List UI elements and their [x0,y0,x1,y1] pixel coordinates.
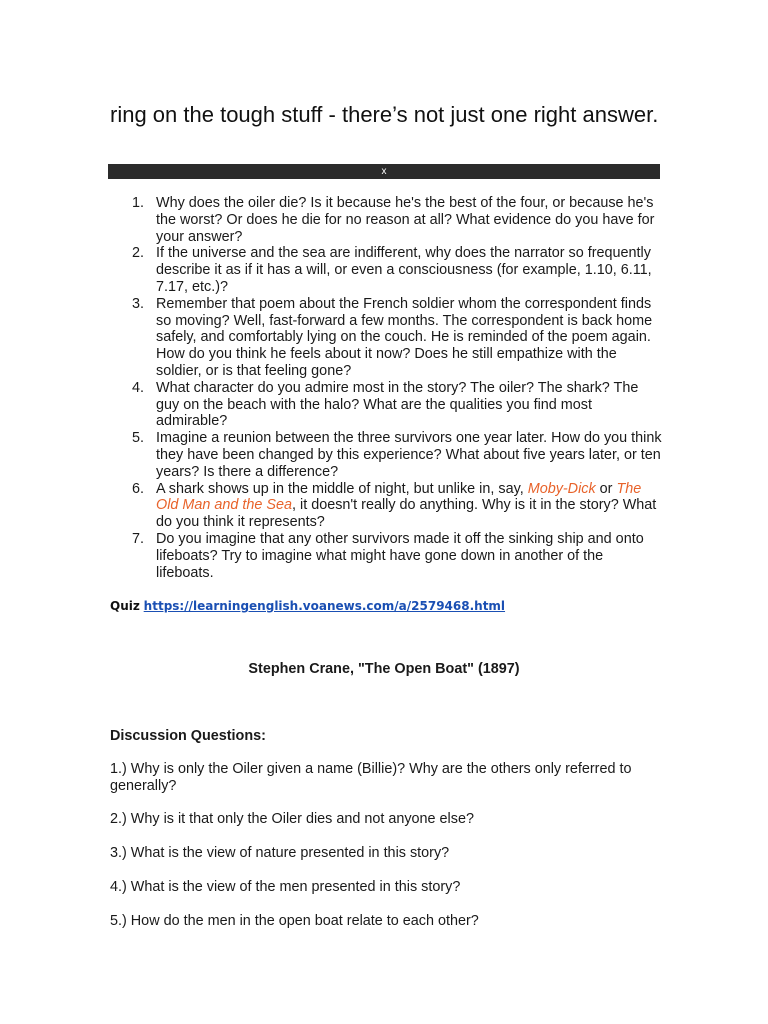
book-title-link[interactable]: The Old Man and the Sea [156,480,642,514]
question-text: Why does the oiler die? Is it because he's the best of the four, or because he's the worst? Or does he die for no reason at all? What evidence do you have for your answer? [156,195,655,245]
question-number: 6. [132,480,145,497]
close-bar-button[interactable] [108,164,660,179]
discussion-question: 1.) Why is only the Oiler given a name (Billie)? Why are the others only referred to generally? [110,761,632,794]
question-number: 3. [132,295,145,312]
question-text: What character do you admire most in the story? The oiler? The shark? The guy on the beach with the halo? What are the qualities you find most admirable? [156,379,639,430]
quiz-label: Quiz [110,599,140,613]
question-item [110,380,662,430]
question-text: If the universe and the sea are indifferent, why does the narrator so frequently describe it as if it has a will, or even a consciousness (for example, 1.10, 6.11, 7.17, etc.)? [156,245,652,295]
quiz-line [110,598,505,614]
question-item [110,531,662,581]
book-title-link[interactable]: Moby-Dick [527,480,596,497]
question-number: 1. [132,195,145,211]
question-text: Remember that poem about the French soldier whom the correspondent finds so moving? Well, fast-forward a few months. The correspondent is back home safely, and comfortably lying on the couch. He is reminded of the poem again. How do you think he feels about it now? Does he still empathize with the soldier, or is that feeling gone? [156,295,653,379]
discussion-question: 3.) What is the view of nature presented in this story? [110,845,450,861]
discussion-question: 4.) What is the view of the men presented in this story? [110,879,461,895]
question-item [110,430,662,480]
question-number: 7. [132,530,145,547]
question-text-pre: A shark shows up in the middle of night, but unlike in, say, [156,480,528,497]
question-text-post: , it doesn't really do anything. Why is it in the story? What do you think it represents? [156,497,657,531]
question-item [110,245,662,295]
close-icon[interactable]: x [381,166,387,177]
quiz-link[interactable]: https://learningenglish.voanews.com/a/2579468.html [143,599,506,613]
questions-list [110,195,662,581]
question-item [110,195,662,245]
question-number: 5. [132,430,145,447]
question-text-mid: or [595,480,617,497]
story-title: Stephen Crane, "The Open Boat" (1897) [248,661,520,677]
question-item [110,481,662,531]
question-item [110,296,662,380]
question-text: Imagine a reunion between the three survivors one year later. How do you think they have been changed by this experience? What about five years later, or ten years? Is there a difference? [156,430,662,480]
discussion-question: 2.) Why is it that only the Oiler dies and not anyone else? [110,811,474,827]
question-number: 2. [132,245,145,262]
discussion-title: Discussion Questions: [110,728,266,744]
question-text: Do you imagine that any other survivors made it off the sinking ship and onto lifeboats? Try to imagine what might have gone down in another of the lifeboats. [156,530,644,581]
question-number: 4. [132,379,145,396]
section-heading: ring on the tough stuff - there’s not just one right answer. [110,102,659,127]
discussion-question: 5.) How do the men in the open boat relate to each other? [110,913,479,929]
